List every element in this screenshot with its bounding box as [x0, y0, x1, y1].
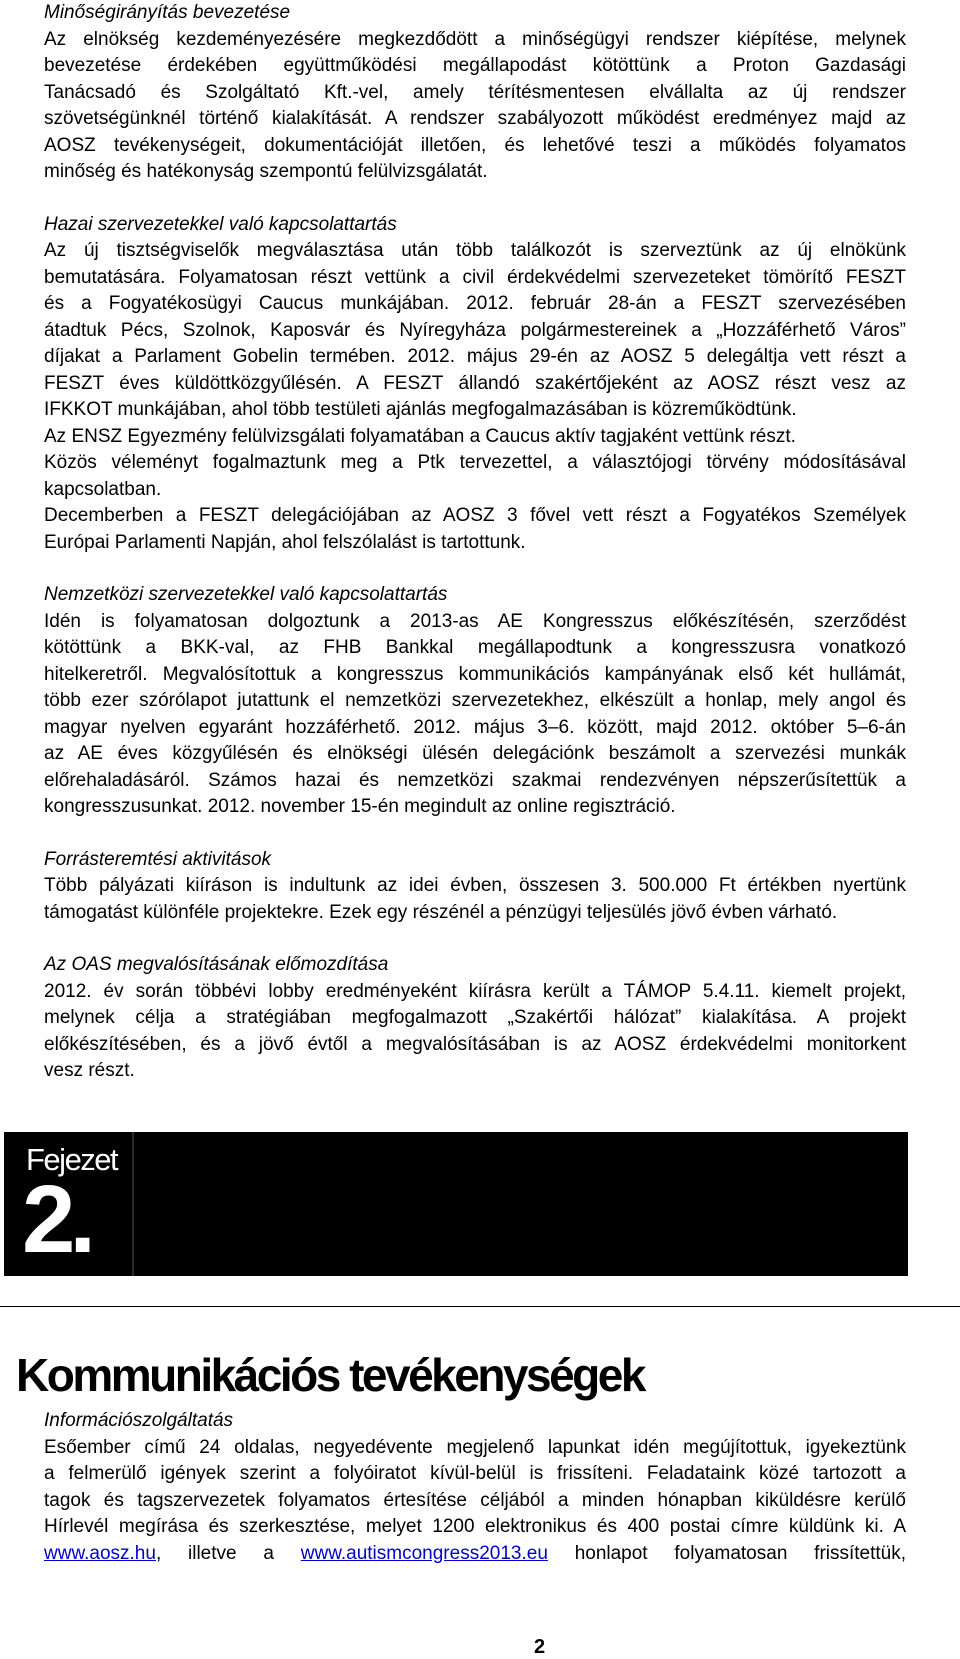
- text-line: kapcsolatban.: [44, 478, 162, 500]
- text-line: és a Fogyatékosügyi Caucus munkájában. 2012. február 28-án a FESZT szervezésében: [44, 293, 906, 314]
- text-line: vesz részt.: [44, 1060, 135, 1081]
- section-heading: Minőségirányítás bevezetése: [44, 2, 291, 23]
- text-line: Esőember című 24 oldalas, negyedévente megjelenő lapunkat idén megújítottuk, igyekeztünk: [44, 1436, 906, 1458]
- section-heading: Forrásteremtési aktivitások: [44, 848, 272, 870]
- text-line: Az elnökség kezdeményezésére megkezdődött a minőségügyi rendszer kiépítése, melynek: [44, 28, 906, 50]
- text-line: Az új tisztségviselők megválasztása után több találkozót is szerveztünk az új elnökünk: [44, 240, 906, 261]
- page-number: 2: [534, 1636, 546, 1658]
- section-paragraph: [44, 1435, 906, 1568]
- aosz-link[interactable]: www.aosz.hu: [44, 1542, 156, 1564]
- chapter-label: Fejezet: [26, 1142, 118, 1177]
- section-paragraph: [44, 979, 906, 1085]
- text-line: Az ENSZ Egyezmény felülvizsgálati folyamatában a Caucus aktív tagjaként vettünk részt.: [44, 425, 796, 447]
- text-line: bemutatására. Folyamatosan részt vettünk a civil érdekvédelmi szervezeteket tömörítő FESZT: [44, 266, 906, 288]
- document-section: [44, 212, 906, 557]
- horizontal-rule: [0, 1306, 960, 1307]
- section-heading: Információszolgáltatás: [44, 1410, 234, 1431]
- text-line: IFKKOT munkájában, ahol több testületi ajánlás megfogalmazásában is közreműködtünk.: [44, 399, 797, 420]
- text-line: Közös véleményt fogalmaztunk meg a Ptk tervezettel, a választójogi törvény módosításával: [44, 452, 906, 473]
- autismcongress-link[interactable]: www.autismcongress2013.eu: [300, 1542, 548, 1564]
- text-line: a felmerülő igények szerint a folyóiratot kívül-belül is frissíteni. Feladataink közé tartozott a: [44, 1463, 906, 1484]
- document-section: [44, 952, 906, 1085]
- text-line: FESZT éves küldöttközgyűlésén. A FESZT állandó szakértőjeként az AOSZ részt vesz az: [44, 372, 906, 394]
- chapter-banner-divider: [132, 1132, 134, 1276]
- section-paragraph: [44, 873, 906, 926]
- text-line: átadtuk Pécs, Szolnok, Kaposvár és Nyíregyháza polgármestereinek a „Hozzáférhető Város”: [44, 319, 906, 341]
- text-line: minőség és hatékonyság szempontú felülvizsgálatát.: [44, 161, 488, 182]
- text-line: Decemberben a FESZT delegációjában az AOSZ 3 fővel vett részt a Fogyatékos Személyek: [44, 505, 906, 526]
- text-line: 2012. év során többévi lobby eredményeként kiírásra került a TÁMOP 5.4.11. kiemelt projekt,: [44, 980, 906, 1002]
- section-heading: Az OAS megvalósításának előmozdítása: [44, 954, 389, 975]
- text-line: több ezer szórólapot jutattunk el nemzetközi szervezetekhez, elkészült a honlap, mely angol és: [44, 690, 906, 711]
- text-line: az AE éves közgyűlésén és elnökségi ülésén delegációnk beszámolt a szervezési munkák: [44, 743, 906, 764]
- text-line-with-links: [44, 1541, 906, 1568]
- section-heading: Nemzetközi szervezetekkel való kapcsolattartás: [44, 584, 448, 605]
- text-line: Tanácsadó és Szolgáltató Kft.-vel, amely térítésmentesen elvállalta az új rendszer: [44, 81, 906, 103]
- text-line: előrehaladásáról. Számos hazai és nemzetközi szakmai rendezvényen népszerűsítettük a: [44, 769, 906, 791]
- text-line: szövetségünknél történő kialakítását. A rendszer szabályozott működést eredményez majd az: [44, 108, 906, 129]
- text-line: Európai Parlamenti Napján, ahol felszólalást is tartottunk.: [44, 531, 526, 553]
- text-line: támogatást különféle projektekre. Ezek egy részénél a pénzügyi teljesülés jövő évben várható.: [44, 901, 838, 923]
- document-body: [44, 0, 906, 1111]
- chapter-banner: [4, 1132, 908, 1276]
- info-section: [44, 1408, 906, 1567]
- chapter-number: 2.: [22, 1166, 91, 1273]
- text-line: bevezetése érdekében együttműködési megállapodást kötöttünk a Proton Gazdasági: [44, 55, 906, 76]
- section-heading: Hazai szervezetekkel való kapcsolattartás: [44, 213, 397, 235]
- text-line: Idén is folyamatosan dolgoztunk a 2013-as AE Kongresszus előkészítésén, szerződést: [44, 610, 906, 632]
- text-line: Több pályázati kiíráson is indultunk az idei évben, összesen 3. 500.000 Ft értékben nyertünk: [44, 875, 906, 896]
- text-line: Hírlevél megírása és szerkesztése, melyet 1200 elektronikus és 400 postai címre küldünk ki. A: [44, 1516, 906, 1537]
- text-line: melynek célja a stratégiában megfogalmazott „Szakértői hálózat” kialakítása. A projekt: [44, 1007, 906, 1028]
- text-line: előkészítésében, és a jövő évtől a megvalósításában is az AOSZ érdekvédelmi monitorkent: [44, 1033, 906, 1055]
- text-line: hitelkeretről. Megvalósítottuk a kongresszus kommunikációs kampányának első két hullámát,: [44, 663, 906, 685]
- text-fragment: honlapot folyamatosan frissítettük,: [574, 1542, 907, 1564]
- text-line: díjakat a Parlament Gobelin termében. 2012. május 29-én az AOSZ 5 delegáltja vett részt a: [44, 346, 906, 367]
- section-paragraph: [44, 238, 906, 556]
- document-section: [44, 582, 906, 821]
- document-section: [44, 0, 906, 186]
- text-line: magyar nyelven egyaránt hozzáférhető. 2012. május 3–6. között, majd 2012. október 5–6-án: [44, 716, 906, 738]
- chapter-title: Kommunikációs tevékenységek: [16, 1349, 644, 1401]
- text-line: tagok és tagszervezetek folyamatos értesítése céljából a minden hónapban kiküldésre kerülő: [44, 1489, 906, 1511]
- text-line: kongresszusunkat. 2012. november 15-én megindult az online regisztráció.: [44, 796, 676, 817]
- text-line: AOSZ tevékenységeit, dokumentációját illetően, és lehetővé teszi a működés folyamatos: [44, 134, 906, 156]
- document-section: [44, 847, 906, 927]
- text-fragment: , illetve a: [155, 1542, 274, 1564]
- text-line: kötöttünk a BKK-val, az FHB Bankkal megállapodtunk a kongresszusra vonatkozó: [44, 637, 906, 658]
- section-paragraph: [44, 609, 906, 821]
- section-paragraph: [44, 27, 906, 186]
